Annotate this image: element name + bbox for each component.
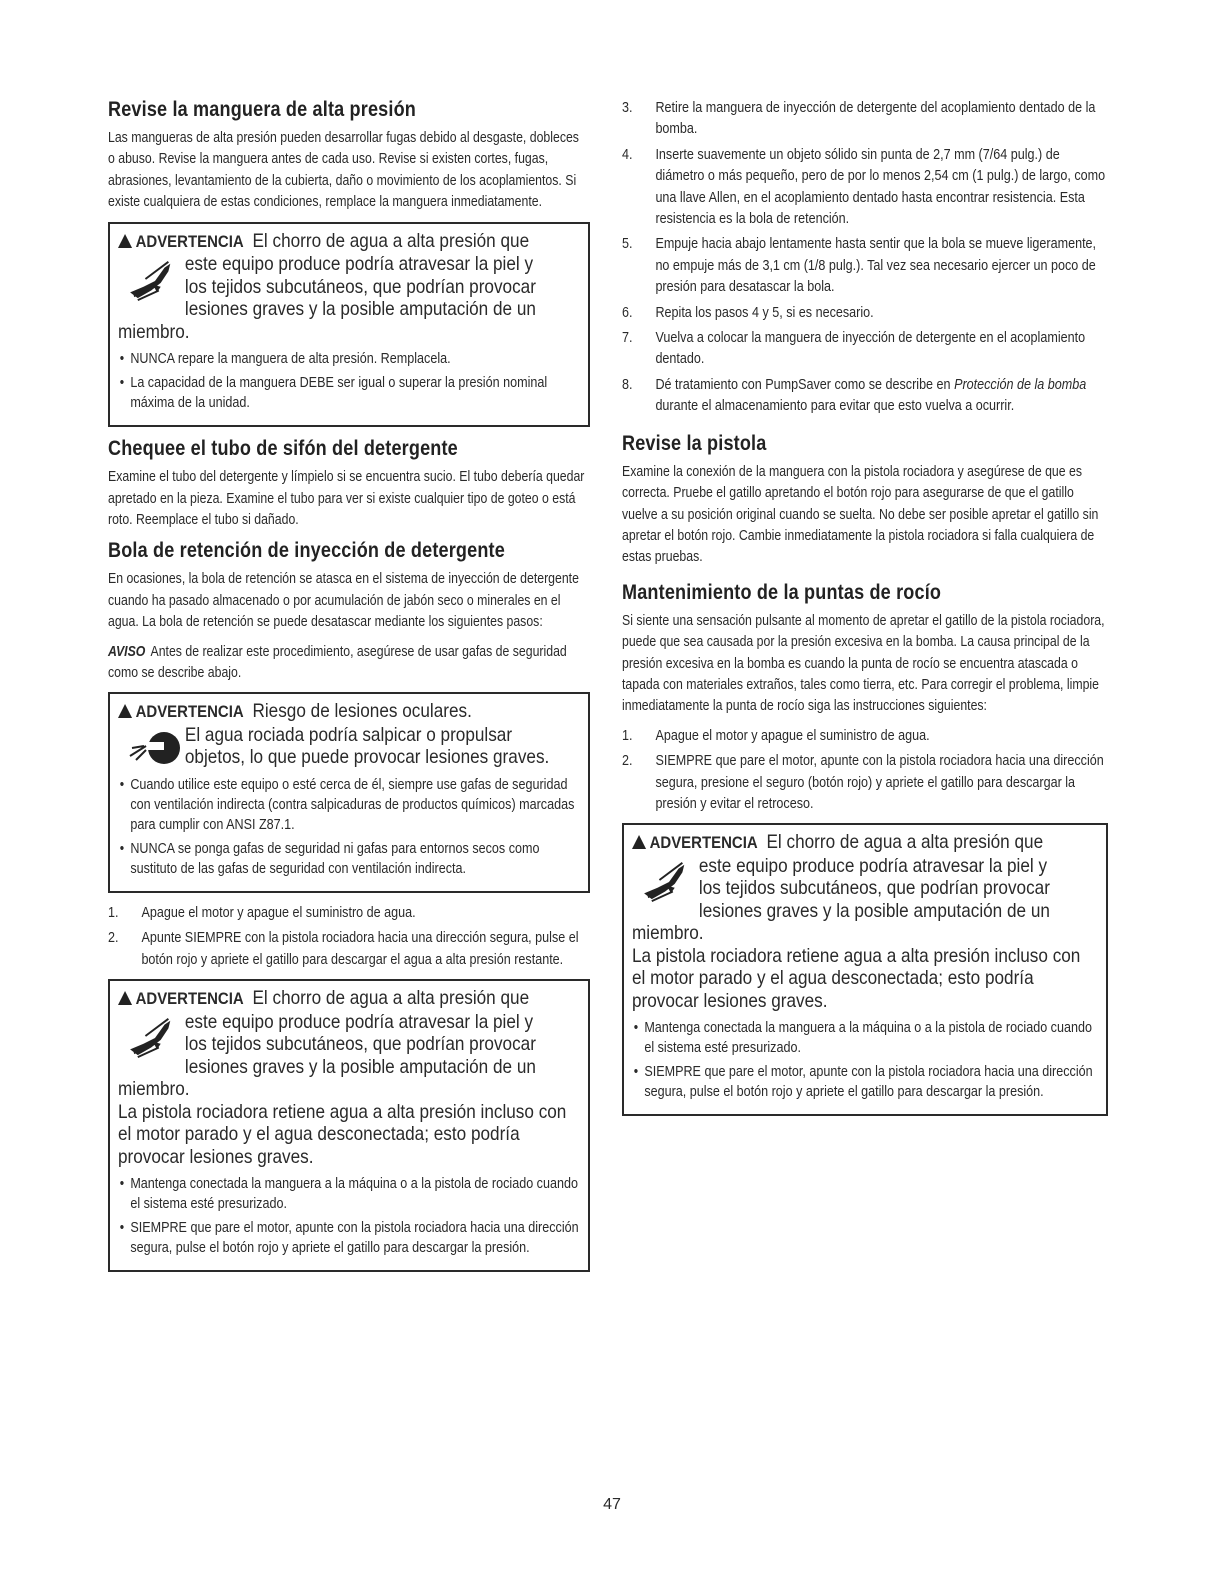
warning-triangle-icon [118,704,132,718]
warning-bullet: • NUNCA se ponga gafas de seguridad ni gafas para entornos secos como sustituto de las gafas de seguridad con ventilación indirecta. [118,839,580,879]
aviso-note: AVISO Antes de realizar este procedimiento, asegúrese de usar gafas de seguridad como se describe abajo. [108,643,567,681]
warning-bullet: • NUNCA repare la manguera de alta presión. Remplacela. [118,349,580,369]
warning-extra-text: La pistola rociadora retiene agua a alta presión incluso con el motor parado y el agua desconectada; esto podría provocar lesiones graves. [118,1100,567,1168]
gun-paragraph: Examine la conexión de la manguera con la pistola rociadora y asegúrese de que es correcta. Pruebe el gatillo apretando el botón rojo para asegurarse de que el gatillo vuelve a su posición original cuando se suelta. No debe ser posible apretar el gatillo sin apretar el botón rojo. Cambie inmediatamente la pistola rociadora si falla cualquiera de estas pruebas. [622,463,1099,566]
warning-bullet: • SIEMPRE que pare el motor, apunte con la pistola rociadora hacia una dirección segura, pulse el botón rojo y apriete el gatillo para descargar la presión. [632,1062,1098,1102]
check-ball-paragraph: En ocasiones, la bola de retención se atasca en el sistema de inyección de detergente cuando ha pasado almacenado o por acumulación de jabón seco o minerales en el agua. La bola de retención se puede desatascar mediante los siguientes pasos: [108,571,579,631]
warning-bullet: • SIEMPRE que pare el motor, apunte con la pistola rociadora hacia una dirección segura, pulse el botón rojo y apriete el gatillo para descargar la presión. [118,1218,580,1258]
injection-hazard-icon [640,859,698,903]
list-item: 2. Apunte SIEMPRE con la pistola rociadora hacia una dirección segura, pulse el botón rojo y apriete el gatillo para descargar el agua a alta presión restante. [108,930,579,968]
warning-triangle-icon [118,991,132,1005]
list-item: 1. Apague el motor y apague el suministro de agua. [622,727,930,744]
siphon-paragraph: Examine el tubo del detergente y límpielo si se encuentra sucio. El tubo debería quedar apretado en la pieza. Examine el tubo para ver si existe cualquier tipo de goteo o está roto. Reemplace el tubo si dañado. [108,469,585,528]
injection-hazard-icon [126,258,184,302]
list-item: 3. Retire la manguera de inyección de detergente del acoplamiento dentado de la bomba. [622,100,1096,138]
list-item: 2. SIEMPRE que pare el motor, apunte con la pistola rociadora hacia una dirección segura, presione el seguro (botón rojo) y apriete el gatillo para descargar la presión y evitar el retroceso. [622,753,1104,812]
warning-bullet: • Cuando utilice este equipo o esté cerca de él, siempre use gafas de seguridad con ventilación indirecta (contra salpicaduras de productos químicos) marcadas para cumplir con ANSI Z87.1. [118,775,580,835]
warning-box-hose: ADVERTENCIA El chorro de agua a alta presión que este equipo produce podría atravesar la piel y los tejidos subcutáneos, que podrían provocar lesiones graves y la posible amputación de un miembro. • NUNCA repare la manguera de alta presión. Remplacela. • La capacidad de la manguera DEBE ser igual o superar la presión nominal máxima de la unidad. [108,222,590,428]
injection-hazard-icon [126,1015,184,1059]
warning-triangle-icon [632,835,646,849]
section-title-gun: Revise la pistola [622,431,767,455]
section-title-check-ball: Bola de retención de inyección de detergente [108,539,505,563]
list-item: 6. Repita los pasos 4 y 5, si es necesario. [622,304,874,321]
warning-label: ADVERTENCIA [649,833,758,853]
hose-paragraph: Las mangueras de alta presión pueden desarrollar fugas debido al desgaste, dobleces o abuso. Revise la manguera antes de cada uso. Revise si existen cortes, fugas, abrasiones, levantamiento de la cubierta, daño o movimiento de los acoplamientos. Si existe cualquiera de estas condiciones, remplace la manguera inmediatamente. [108,130,579,211]
section-title-nozzles: Mantenimiento de la puntas de rocío [622,580,942,604]
warning-label: ADVERTENCIA [135,989,244,1009]
warning-bullet: • Mantenga conectada la manguera a la máquina o a la pistola de rociado cuando el sistema esté presurizado. [632,1018,1098,1058]
steps-list-a [108,903,590,971]
cross-reference: Protección de la bomba [954,376,1087,393]
eye-hazard-icon [128,726,184,770]
warning-box-eyes: ADVERTENCIA Riesgo de lesiones oculares. El agua rociada podría salpicar o propulsar objetos, lo que puede provocar lesiones graves. • Cuando utilice este equipo o esté cerca de él, siempre use gafas de seguridad con ventilación indirecta (contra salpicaduras de productos químicos) marcadas para cumplir con ANSI Z87.1. • NUNCA se ponga gafas de seguridad ni gafas para entornos secos como sustituto de las gafas de seguridad con ventilación indirecta. [108,692,590,893]
warning-extra-text: La pistola rociadora retiene agua a alta presión incluso con el motor parado y el agua desconectada; esto podría provocar lesiones graves. [632,944,1081,1012]
list-item: 1. Apague el motor y apague el suministro de agua. [108,904,416,921]
warning-bullet: • La capacidad de la manguera DEBE ser igual o superar la presión nominal máxima de la unidad. [118,373,580,413]
list-item: 8. Dé tratamiento con PumpSaver como se describe en Protección de la bomba durante el almacenamiento para evitar que esto vuelva a ocurrir. [622,376,1087,415]
warning-box-gun-pressure: ADVERTENCIA El chorro de agua a alta presión que este equipo produce podría atravesar la piel y los tejidos subcutáneos, que podrían provocar lesiones graves y la posible amputación de un miembro. La pistola rociadora retiene agua a alta presión incluso con el motor parado y el agua desconectada; esto podría provocar lesiones graves. • Mantenga conectada la manguera a la máquina o a la pistola de rociado cuando el sistema esté presurizado. • SIEMPRE que pare el motor, apunte con la pistola rociadora hacia una dirección segura, pulse el botón rojo y apriete el gatillo para descargar la presión. [108,979,590,1272]
aviso-label: AVISO [108,643,146,660]
page-number: 47 [603,1496,621,1513]
list-item: 7. Vuelva a colocar la manguera de inyección de detergente en el acoplamiento dentado. [622,330,1086,368]
section-title-hose: Revise la manguera de alta presión [108,98,416,121]
warning-label: ADVERTENCIA [135,231,244,251]
warning-box-nozzle-pressure: ADVERTENCIA El chorro de agua a alta presión que este equipo produce podría atravesar la piel y los tejidos subcutáneos, que podrían provocar lesiones graves y la posible amputación de un miembro. La pistola rociadora retiene agua a alta presión incluso con el motor parado y el agua desconectada; esto podría provocar lesiones graves. • Mantenga conectada la manguera a la máquina o a la pistola de rociado cuando el sistema esté presurizado. • SIEMPRE que pare el motor, apunte con la pistola rociadora hacia una dirección segura, pulse el botón rojo y apriete el gatillo para descargar la presión. [622,823,1108,1116]
right-column [622,98,1108,1126]
warning-triangle-icon [118,234,132,248]
steps-list-b [622,98,1108,418]
warning-bullet: • Mantenga conectada la manguera a la máquina o a la pistola de rociado cuando el sistema esté presurizado. [118,1174,580,1214]
section-title-siphon: Chequee el tubo de sifón del detergente [108,437,458,461]
list-item: 5. Empuje hacia abajo lentamente hasta sentir que la bola se mueve ligeramente, no empuje más de 3,1 cm (1/8 pulg.). Tal vez sea necesario ejercer un poco de presión para desatascar la bola. [622,236,1097,296]
list-item: 4. Inserte suavemente un objeto sólido sin punta de 2,7 mm (7/64 pulg.) de diámetro o más pequeño, pero de por lo menos 2,54 cm (1 pulg.) de largo, como una llave Allen, en el acoplamiento dentado hasta encontrar resistencia. Esta resistencia es la bola de retención. [622,146,1106,228]
left-column [108,98,590,1282]
warning-label: ADVERTENCIA [135,702,244,722]
steps-list-c [622,726,1108,816]
nozzles-paragraph: Si siente una sensación pulsante al momento de apretar el gatillo de la pistola rociadora, puede que sea causada por la presión excesiva en la bomba. La causa principal de la presión excesiva en la bomba es cuando la punta de rocío se encuentra atascada o tapada con materiales extraños, tales como tierra, etc. Para corregir el problema, limpie inmediatamente la punta de rocío siga las instrucciones siguientes: [622,612,1105,715]
